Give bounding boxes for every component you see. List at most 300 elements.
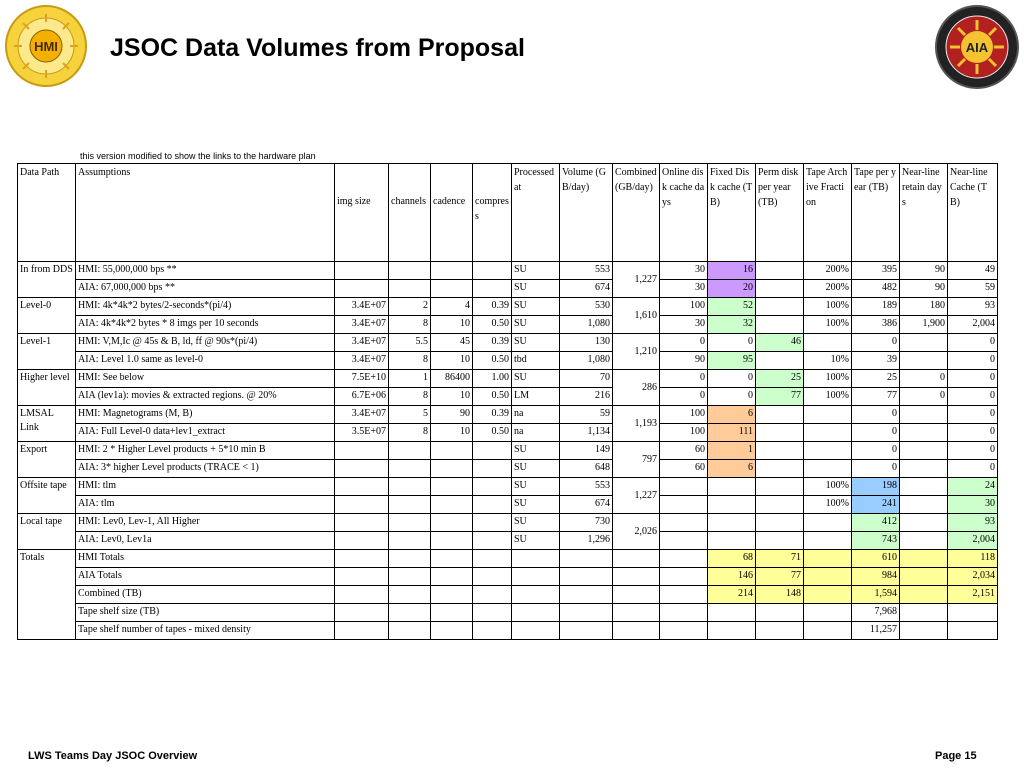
tape-archive-cell: 100% [804, 316, 852, 334]
compress-cell: 0.50 [473, 424, 512, 442]
assumption-cell: AIA: Full Level-0 data+lev1_extract [76, 424, 335, 442]
volume-cell: 70 [560, 370, 613, 388]
volume-cell: 1,134 [560, 424, 613, 442]
assumption-cell: AIA: 3* higher Level products (TRACE < 1) [76, 460, 335, 478]
processed-at-cell: SU [512, 496, 560, 514]
fixed-disk-cell: 16 [708, 262, 756, 280]
table-row [18, 370, 998, 388]
nearline-cache-cell: 0 [948, 424, 998, 442]
header-combined: Combined (GB/day) [613, 164, 660, 262]
combined-cell: 1,227 [613, 478, 660, 514]
totals-row [18, 586, 998, 604]
fixed-disk-cell: 111 [708, 424, 756, 442]
assumption-cell: AIA: Lev0, Lev1a [76, 532, 335, 550]
cadence-cell [431, 460, 473, 478]
tape-per-year-cell: 39 [852, 352, 900, 370]
channels-cell: 8 [389, 316, 431, 334]
img-size-cell: 3.4E+07 [335, 316, 389, 334]
nearline-cache-cell: 93 [948, 298, 998, 316]
tape-archive-cell: 100% [804, 388, 852, 406]
perm-disk-cell [756, 442, 804, 460]
img-size-cell [335, 514, 389, 532]
processed-at-cell: SU [512, 514, 560, 532]
nearline-cache-cell: 0 [948, 442, 998, 460]
online-cache-cell: 0 [660, 370, 708, 388]
assumption-cell: Tape shelf number of tapes - mixed density [76, 622, 335, 640]
cadence-cell: 10 [431, 352, 473, 370]
data-path-cell: Level-1 [18, 334, 76, 370]
empty-cell [613, 568, 660, 586]
nearline-retain-cell: 0 [900, 388, 948, 406]
cadence-cell: 10 [431, 388, 473, 406]
fixed-disk-cell: 146 [708, 568, 756, 586]
tape-archive-cell [804, 406, 852, 424]
perm-disk-cell: 46 [756, 334, 804, 352]
tape-per-year-cell: 395 [852, 262, 900, 280]
volume-cell: 530 [560, 298, 613, 316]
header-fixed-disk: Fixed Disk cache (TB) [708, 164, 756, 262]
fixed-disk-cell: 6 [708, 406, 756, 424]
header-perm-disk: Perm disk per year (TB) [756, 164, 804, 262]
volume-cell: 648 [560, 460, 613, 478]
header-tape-per-year: Tape per year (TB) [852, 164, 900, 262]
cadence-cell: 10 [431, 424, 473, 442]
img-size-cell: 3.4E+07 [335, 406, 389, 424]
img-size-cell [335, 532, 389, 550]
channels-cell [389, 514, 431, 532]
empty-cell [660, 550, 708, 568]
perm-disk-cell [756, 514, 804, 532]
empty-cell [389, 604, 431, 622]
assumption-cell: AIA: 4k*4k*2 bytes * 8 imgs per 10 seconds [76, 316, 335, 334]
assumption-cell: HMI: tlm [76, 478, 335, 496]
compress-cell [473, 460, 512, 478]
assumption-cell: Tape shelf size (TB) [76, 604, 335, 622]
svg-text:HMI: HMI [34, 39, 58, 54]
page-title: JSOC Data Volumes from Proposal [110, 34, 525, 62]
tape-per-year-cell: 25 [852, 370, 900, 388]
nearline-cache-cell: 24 [948, 478, 998, 496]
nearline-cache-cell: 0 [948, 370, 998, 388]
nearline-cache-cell [948, 604, 998, 622]
tape-archive-cell [804, 550, 852, 568]
perm-disk-cell [756, 622, 804, 640]
online-cache-cell [660, 478, 708, 496]
channels-cell: 5 [389, 406, 431, 424]
cadence-cell: 4 [431, 298, 473, 316]
tape-archive-cell [804, 424, 852, 442]
table-row [18, 406, 998, 424]
channels-cell [389, 442, 431, 460]
totals-row [18, 622, 998, 640]
compress-cell [473, 442, 512, 460]
assumption-cell: HMI: See below [76, 370, 335, 388]
perm-disk-cell [756, 478, 804, 496]
fixed-disk-cell: 214 [708, 586, 756, 604]
data-path-cell: Level-0 [18, 298, 76, 334]
tape-archive-cell [804, 586, 852, 604]
assumption-cell: HMI: Magnetograms (M, B) [76, 406, 335, 424]
channels-cell [389, 496, 431, 514]
nearline-retain-cell [900, 532, 948, 550]
tape-per-year-cell: 0 [852, 460, 900, 478]
online-cache-cell [660, 514, 708, 532]
img-size-cell [335, 478, 389, 496]
img-size-cell: 3.4E+07 [335, 298, 389, 316]
tape-archive-cell [804, 442, 852, 460]
header-channels: channels [389, 164, 431, 262]
nearline-cache-cell: 2,151 [948, 586, 998, 604]
empty-cell [660, 586, 708, 604]
processed-at-cell: SU [512, 298, 560, 316]
header-row [18, 164, 998, 262]
nearline-cache-cell: 0 [948, 352, 998, 370]
version-note: this version modified to show the links to the hardware plan [80, 151, 316, 161]
empty-cell [560, 604, 613, 622]
header-online-cache: Online disk cache days [660, 164, 708, 262]
totals-row [18, 568, 998, 586]
compress-cell [473, 496, 512, 514]
empty-cell [613, 622, 660, 640]
nearline-retain-cell [900, 478, 948, 496]
empty-cell [473, 550, 512, 568]
volume-cell: 674 [560, 496, 613, 514]
tape-per-year-cell: 0 [852, 424, 900, 442]
totals-row [18, 550, 998, 568]
page-number: Page 15 [935, 750, 977, 762]
totals-row [18, 604, 998, 622]
table-row [18, 424, 998, 442]
cadence-cell: 10 [431, 316, 473, 334]
cadence-cell [431, 478, 473, 496]
header-volume: Volume (GB/day) [560, 164, 613, 262]
online-cache-cell: 0 [660, 334, 708, 352]
processed-at-cell: SU [512, 460, 560, 478]
empty-cell [473, 622, 512, 640]
tape-per-year-cell: 11,257 [852, 622, 900, 640]
empty-cell [335, 568, 389, 586]
assumption-cell: HMI: 4k*4k*2 bytes/2-seconds*(pi/4) [76, 298, 335, 316]
nearline-cache-cell: 118 [948, 550, 998, 568]
img-size-cell: 6.7E+06 [335, 388, 389, 406]
table-row [18, 478, 998, 496]
nearline-retain-cell [900, 568, 948, 586]
tape-per-year-cell: 241 [852, 496, 900, 514]
processed-at-cell: na [512, 406, 560, 424]
empty-cell [613, 604, 660, 622]
volume-cell: 553 [560, 478, 613, 496]
volume-cell: 130 [560, 334, 613, 352]
perm-disk-cell [756, 460, 804, 478]
compress-cell: 1.00 [473, 370, 512, 388]
perm-disk-cell [756, 532, 804, 550]
volume-cell: 1,296 [560, 532, 613, 550]
empty-cell [512, 550, 560, 568]
table-row [18, 298, 998, 316]
img-size-cell [335, 460, 389, 478]
volume-cell: 553 [560, 262, 613, 280]
fixed-disk-cell [708, 514, 756, 532]
channels-cell [389, 460, 431, 478]
compress-cell [473, 262, 512, 280]
empty-cell [431, 586, 473, 604]
tape-per-year-cell: 743 [852, 532, 900, 550]
nearline-cache-cell: 0 [948, 334, 998, 352]
processed-at-cell: SU [512, 370, 560, 388]
svg-text:AIA: AIA [965, 40, 989, 55]
empty-cell [560, 568, 613, 586]
perm-disk-cell [756, 262, 804, 280]
volume-cell: 59 [560, 406, 613, 424]
perm-disk-cell [756, 424, 804, 442]
fixed-disk-cell: 52 [708, 298, 756, 316]
fixed-disk-cell: 0 [708, 370, 756, 388]
fixed-disk-cell: 95 [708, 352, 756, 370]
nearline-cache-cell: 0 [948, 406, 998, 424]
fixed-disk-cell [708, 478, 756, 496]
table-row [18, 388, 998, 406]
online-cache-cell: 100 [660, 298, 708, 316]
assumption-cell: HMI: V,M,Ic @ 45s & B, ld, ff @ 90s*(pi/4) [76, 334, 335, 352]
compress-cell [473, 280, 512, 298]
empty-cell [389, 622, 431, 640]
tape-archive-cell: 200% [804, 280, 852, 298]
nearline-retain-cell: 180 [900, 298, 948, 316]
combined-cell: 1,210 [613, 334, 660, 370]
tape-per-year-cell: 386 [852, 316, 900, 334]
empty-cell [512, 568, 560, 586]
processed-at-cell: SU [512, 478, 560, 496]
table-row [18, 514, 998, 532]
assumption-cell: AIA Totals [76, 568, 335, 586]
cadence-cell: 86400 [431, 370, 473, 388]
nearline-retain-cell: 90 [900, 280, 948, 298]
nearline-retain-cell: 0 [900, 370, 948, 388]
header-processed-at: Processed at [512, 164, 560, 262]
tape-per-year-cell: 0 [852, 442, 900, 460]
nearline-retain-cell [900, 406, 948, 424]
cadence-cell [431, 442, 473, 460]
online-cache-cell: 30 [660, 262, 708, 280]
fixed-disk-cell: 20 [708, 280, 756, 298]
assumption-cell: HMI: Lev0, Lev-1, All Higher [76, 514, 335, 532]
cadence-cell [431, 514, 473, 532]
combined-cell: 2,026 [613, 514, 660, 550]
perm-disk-cell [756, 406, 804, 424]
compress-cell: 0.39 [473, 334, 512, 352]
nearline-cache-cell: 49 [948, 262, 998, 280]
channels-cell [389, 280, 431, 298]
combined-cell: 1,227 [613, 262, 660, 298]
nearline-retain-cell [900, 460, 948, 478]
tape-archive-cell [804, 604, 852, 622]
header-nearline-retain: Near-line retain days [900, 164, 948, 262]
header-tape-archive: Tape Archive Fraction [804, 164, 852, 262]
tape-archive-cell: 100% [804, 370, 852, 388]
empty-cell [512, 622, 560, 640]
perm-disk-cell: 148 [756, 586, 804, 604]
fixed-disk-cell: 32 [708, 316, 756, 334]
empty-cell [335, 622, 389, 640]
online-cache-cell: 60 [660, 460, 708, 478]
tape-archive-cell [804, 622, 852, 640]
channels-cell: 8 [389, 424, 431, 442]
data-path-cell: In from DDS [18, 262, 76, 298]
nearline-cache-cell: 2,004 [948, 316, 998, 334]
channels-cell [389, 478, 431, 496]
empty-cell [389, 568, 431, 586]
assumption-cell: AIA: tlm [76, 496, 335, 514]
compress-cell [473, 514, 512, 532]
tape-per-year-cell: 1,594 [852, 586, 900, 604]
nearline-cache-cell: 2,034 [948, 568, 998, 586]
empty-cell [560, 550, 613, 568]
channels-cell: 1 [389, 370, 431, 388]
perm-disk-cell [756, 352, 804, 370]
table-row [18, 496, 998, 514]
perm-disk-cell [756, 298, 804, 316]
volume-cell: 216 [560, 388, 613, 406]
volume-cell: 1,080 [560, 352, 613, 370]
empty-cell [473, 568, 512, 586]
header-data-path: Data Path [18, 164, 76, 262]
perm-disk-cell: 71 [756, 550, 804, 568]
tape-per-year-cell: 7,968 [852, 604, 900, 622]
img-size-cell [335, 496, 389, 514]
table-row [18, 316, 998, 334]
nearline-retain-cell [900, 496, 948, 514]
img-size-cell [335, 280, 389, 298]
fixed-disk-cell: 1 [708, 442, 756, 460]
img-size-cell: 3.5E+07 [335, 424, 389, 442]
channels-cell: 8 [389, 388, 431, 406]
empty-cell [613, 550, 660, 568]
processed-at-cell: SU [512, 532, 560, 550]
perm-disk-cell: 77 [756, 568, 804, 586]
empty-cell [473, 586, 512, 604]
nearline-retain-cell [900, 586, 948, 604]
processed-at-cell: SU [512, 262, 560, 280]
online-cache-cell: 100 [660, 406, 708, 424]
empty-cell [431, 568, 473, 586]
cadence-cell [431, 532, 473, 550]
empty-cell [560, 622, 613, 640]
tape-archive-cell: 100% [804, 496, 852, 514]
fixed-disk-cell: 68 [708, 550, 756, 568]
nearline-cache-cell: 0 [948, 388, 998, 406]
empty-cell [512, 604, 560, 622]
online-cache-cell: 30 [660, 280, 708, 298]
online-cache-cell: 100 [660, 424, 708, 442]
nearline-cache-cell [948, 622, 998, 640]
assumption-cell: HMI: 2 * Higher Level products + 5*10 min B [76, 442, 335, 460]
tape-archive-cell [804, 568, 852, 586]
nearline-cache-cell: 2,004 [948, 532, 998, 550]
processed-at-cell: SU [512, 316, 560, 334]
nearline-retain-cell [900, 352, 948, 370]
empty-cell [512, 586, 560, 604]
header-compress: compress [473, 164, 512, 262]
perm-disk-cell [756, 316, 804, 334]
volume-cell: 1,080 [560, 316, 613, 334]
empty-cell [389, 550, 431, 568]
hmi-logo [4, 4, 88, 88]
assumption-cell: AIA (lev1a): movies & extracted regions. @ 20% [76, 388, 335, 406]
combined-cell: 797 [613, 442, 660, 478]
processed-at-cell: SU [512, 280, 560, 298]
online-cache-cell: 60 [660, 442, 708, 460]
assumption-cell: HMI Totals [76, 550, 335, 568]
empty-cell [560, 586, 613, 604]
nearline-retain-cell [900, 550, 948, 568]
header-img-size: img size [335, 164, 389, 262]
nearline-retain-cell [900, 442, 948, 460]
img-size-cell: 3.4E+07 [335, 334, 389, 352]
table-row [18, 352, 998, 370]
tape-archive-cell [804, 514, 852, 532]
online-cache-cell [660, 532, 708, 550]
cadence-cell [431, 262, 473, 280]
data-volume-table [17, 163, 998, 640]
assumption-cell: Combined (TB) [76, 586, 335, 604]
tape-per-year-cell: 984 [852, 568, 900, 586]
volume-cell: 674 [560, 280, 613, 298]
empty-cell [335, 604, 389, 622]
nearline-retain-cell [900, 424, 948, 442]
empty-cell [660, 568, 708, 586]
tape-per-year-cell: 610 [852, 550, 900, 568]
nearline-retain-cell: 1,900 [900, 316, 948, 334]
fixed-disk-cell [708, 532, 756, 550]
online-cache-cell: 90 [660, 352, 708, 370]
fixed-disk-cell [708, 622, 756, 640]
channels-cell [389, 262, 431, 280]
header-cadence: cadence [431, 164, 473, 262]
cadence-cell [431, 496, 473, 514]
processed-at-cell: SU [512, 442, 560, 460]
img-size-cell [335, 262, 389, 280]
table-row [18, 532, 998, 550]
nearline-retain-cell [900, 622, 948, 640]
assumption-cell: HMI: 55,000,000 bps ** [76, 262, 335, 280]
tape-archive-cell: 100% [804, 478, 852, 496]
compress-cell [473, 532, 512, 550]
fixed-disk-cell: 0 [708, 388, 756, 406]
compress-cell [473, 478, 512, 496]
nearline-retain-cell [900, 604, 948, 622]
header-nearline-cache: Near-line Cache (TB) [948, 164, 998, 262]
tape-archive-cell [804, 532, 852, 550]
data-path-cell: Totals [18, 550, 76, 640]
processed-at-cell: SU [512, 334, 560, 352]
table-row [18, 280, 998, 298]
cadence-cell [431, 280, 473, 298]
empty-cell [389, 586, 431, 604]
perm-disk-cell [756, 604, 804, 622]
empty-cell [431, 550, 473, 568]
empty-cell [660, 604, 708, 622]
tape-per-year-cell: 412 [852, 514, 900, 532]
img-size-cell [335, 442, 389, 460]
tape-per-year-cell: 189 [852, 298, 900, 316]
nearline-cache-cell: 0 [948, 460, 998, 478]
channels-cell [389, 532, 431, 550]
data-path-cell: Higher level [18, 370, 76, 406]
compress-cell: 0.50 [473, 352, 512, 370]
combined-cell: 286 [613, 370, 660, 406]
fixed-disk-cell [708, 496, 756, 514]
fixed-disk-cell [708, 604, 756, 622]
